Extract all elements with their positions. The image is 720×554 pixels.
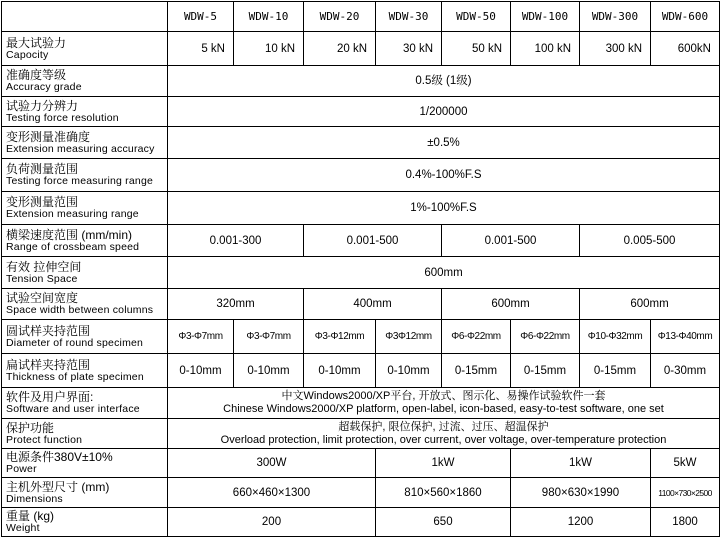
protect-row (2, 419, 720, 449)
plate-specimen-cell: 0-10mm (376, 354, 442, 388)
plate-specimen-cell: 0-30mm (651, 354, 720, 388)
space-width-cell: 320mm (168, 289, 304, 320)
row-label (2, 32, 168, 66)
power-cell: 300W (168, 449, 376, 478)
space-width-cell: 400mm (304, 289, 442, 320)
label-cn: 重量 (kg) (6, 509, 55, 523)
model-header: WDW-10 (234, 2, 304, 32)
speed-cell: 0.001-300 (168, 225, 304, 257)
label-cn: 准确度等级 (6, 68, 67, 82)
capacity-row (2, 32, 720, 66)
label-en: Capocity (6, 48, 49, 61)
row-label (2, 388, 168, 419)
power-cell: 5kW (651, 449, 720, 478)
protect-value-cn: 超载保护, 限位保护, 过流、过压、超温保护 (338, 420, 549, 433)
extension-accuracy-value: ±0.5% (168, 127, 720, 159)
label-cn: 试验空间宽度 (6, 291, 79, 305)
space-width-cell: 600mm (442, 289, 580, 320)
label-en: Dimensions (6, 492, 63, 505)
label-en: Space width between columns (6, 304, 154, 316)
capacity-cell: 30 kN (376, 32, 442, 66)
model-header: WDW-600 (651, 2, 720, 32)
speed-cell: 0.001-500 (442, 225, 580, 257)
power-cell: 1kW (511, 449, 651, 478)
capacity-cell: 5 kN (168, 32, 234, 66)
weight-row (2, 508, 720, 537)
row-label (2, 97, 168, 127)
label-en: Range of crossbeam speed (6, 240, 140, 253)
model-header: WDW-5 (168, 2, 234, 32)
protect-value-en: Overload protection, limit protection, over current, over voltage, over-temperature protection (220, 433, 667, 446)
row-label (2, 508, 168, 537)
extension-accuracy-row (2, 127, 720, 159)
label-en: Testing force measuring range (6, 175, 154, 187)
row-label (2, 192, 168, 225)
round-specimen-cell: Φ6-Φ22mm (511, 320, 580, 354)
capacity-cell: 10 kN (234, 32, 304, 66)
label-en: Testing force resolution (6, 111, 119, 124)
label-en: Weight (6, 522, 40, 534)
speed-cell: 0.005-500 (580, 225, 720, 257)
plate-specimen-row (2, 354, 720, 388)
header-corner-cell (2, 2, 168, 32)
label-cn: 横梁速度范围 (mm/min) (6, 227, 132, 242)
round-specimen-row (2, 320, 720, 354)
model-header: WDW-300 (580, 2, 651, 32)
label-en: Tension Space (6, 272, 78, 285)
label-cn: 最大试验力 (6, 35, 67, 50)
dimensions-cell: 660×460×1300 (168, 478, 376, 508)
speed-cell: 0.001-500 (304, 225, 442, 257)
tension-space-value: 600mm (168, 257, 720, 289)
model-header: WDW-20 (304, 2, 376, 32)
label-cn: 试验力分辨力 (6, 98, 79, 113)
model-header: WDW-30 (376, 2, 442, 32)
round-specimen-cell: Φ3-Φ7mm (168, 320, 234, 354)
protect-value (168, 419, 720, 449)
extension-range-row (2, 192, 720, 225)
label-cn: 变形测量范围 (6, 195, 79, 209)
label-en: Thickness of plate specimen (6, 370, 144, 383)
weight-cell: 1800 (651, 508, 720, 537)
row-label (2, 159, 168, 192)
plate-specimen-cell: 0-15mm (511, 354, 580, 388)
row-label (2, 127, 168, 159)
plate-specimen-cell: 0-10mm (234, 354, 304, 388)
row-label (2, 419, 168, 449)
dimensions-cell: 810×560×1860 (376, 478, 511, 508)
label-en: Protect function (6, 433, 83, 446)
model-header: WDW-50 (442, 2, 511, 32)
label-en: Software and user interface (6, 403, 140, 415)
power-row (2, 449, 720, 478)
round-specimen-cell: Φ3-Φ7mm (234, 320, 304, 354)
label-cn: 软件及用户界面: (6, 390, 94, 404)
round-specimen-cell: Φ13-Φ40mm (651, 320, 720, 354)
plate-specimen-cell: 0-10mm (304, 354, 376, 388)
label-en: Extension measuring accuracy (6, 142, 155, 155)
row-label (2, 66, 168, 97)
dimensions-cell: 980×630×1990 (511, 478, 651, 508)
model-header: WDW-100 (511, 2, 580, 32)
software-value-cn: 中文Windows2000/XP平台, 开放式、图示化、易操作试验软件一套 (281, 390, 606, 402)
round-specimen-cell: Φ10-Φ32mm (580, 320, 651, 354)
accuracy-value: 0.5级 (1级) (168, 66, 720, 97)
label-en: Power (6, 463, 37, 475)
plate-specimen-cell: 0-10mm (168, 354, 234, 388)
force-range-value: 0.4%-100%F.S (168, 159, 720, 192)
software-value (168, 388, 720, 419)
label-en: Accuracy grade (6, 81, 82, 93)
extension-range-value: 1%-100%F.S (168, 192, 720, 225)
dimensions-row (2, 478, 720, 508)
capacity-cell: 100 kN (511, 32, 580, 66)
weight-cell: 1200 (511, 508, 651, 537)
tension-space-row (2, 257, 720, 289)
label-cn: 保护功能 (6, 420, 55, 435)
space-width-cell: 600mm (580, 289, 720, 320)
row-label (2, 320, 168, 354)
capacity-cell: 20 kN (304, 32, 376, 66)
plate-specimen-cell: 0-15mm (580, 354, 651, 388)
resolution-value: 1/200000 (168, 97, 720, 127)
resolution-row (2, 97, 720, 127)
round-specimen-cell: Φ3Φ12mm (376, 320, 442, 354)
software-value-en: Chinese Windows2000/XP platform, open-label, icon-based, easy-to-test software, one set (223, 403, 664, 415)
label-en: Diameter of round specimen (6, 336, 144, 349)
power-cell: 1kW (376, 449, 511, 478)
capacity-cell: 600kN (651, 32, 720, 66)
row-label (2, 225, 168, 257)
crossbeam-speed-row (2, 225, 720, 257)
label-en: Extension measuring range (6, 208, 139, 220)
row-label (2, 449, 168, 478)
round-specimen-cell: Φ3-Φ12mm (304, 320, 376, 354)
label-cn: 电源条件380V±10% (6, 450, 113, 464)
label-cn: 扁试样夹持范围 (6, 357, 91, 372)
row-label (2, 354, 168, 388)
row-label (2, 289, 168, 320)
row-label (2, 478, 168, 508)
specifications-table (1, 1, 720, 537)
header-row (2, 2, 720, 32)
accuracy-row (2, 66, 720, 97)
plate-specimen-cell: 0-15mm (442, 354, 511, 388)
capacity-cell: 50 kN (442, 32, 511, 66)
space-width-row (2, 289, 720, 320)
software-row (2, 388, 720, 419)
label-cn: 圆试样夹持范围 (6, 323, 91, 338)
label-cn: 主机外型尺寸 (mm) (6, 479, 110, 494)
dimensions-cell: 1100×730×2500 (651, 478, 720, 508)
weight-cell: 650 (376, 508, 511, 537)
round-specimen-cell: Φ6-Φ22mm (442, 320, 511, 354)
weight-cell: 200 (168, 508, 376, 537)
capacity-cell: 300 kN (580, 32, 651, 66)
label-cn: 负荷测量范围 (6, 162, 79, 176)
force-range-row (2, 159, 720, 192)
label-cn: 变形测量准确度 (6, 129, 91, 144)
label-cn: 有效 拉伸空间 (6, 259, 82, 274)
row-label (2, 257, 168, 289)
